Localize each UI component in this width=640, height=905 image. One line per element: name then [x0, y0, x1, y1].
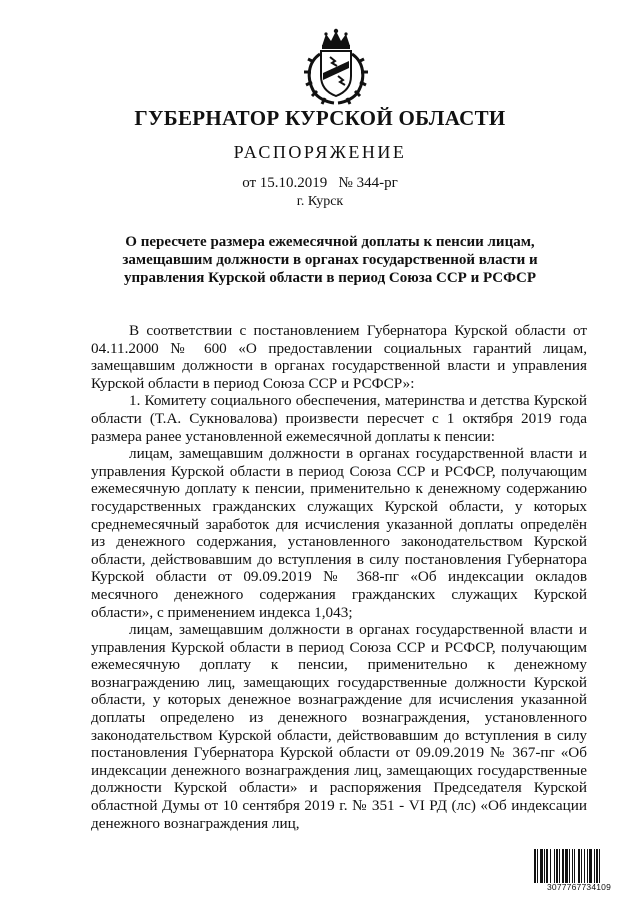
issuer-title: ГУБЕРНАТОР КУРСКОЙ ОБЛАСТИ — [134, 106, 506, 130]
barcode-bars-icon — [534, 849, 624, 883]
body-paragraph: лицам, замещавшим должности в органах государственной власти и управления Курской области в период Союза ССР и РСФСР, получающим ежемесячную доплату к пенсии, применительно к денежному содержанию государственных гражданских служащих Курской области, у которых среднемесячный заработок для исчисления указанной доплаты определён из денежного содержания, установленного законодательством Курской области, действовавшим до вступления в силу постановления Губернатора Курской области от 09.09.2019 № 368-пг «Об индексации окладов месячного денежного содержания гражданских служащих Курской области», с применением индекса 1,043; — [91, 445, 587, 621]
document-city: г. Курск — [296, 194, 344, 209]
coat-of-arms-icon — [300, 28, 372, 106]
document-date-number: от 15.10.2019 № 344-рг — [242, 175, 398, 191]
barcode — [534, 849, 624, 893]
document-subject: О пересчете размера ежемесячной доплаты к пенсии лицам, замещавшим должности в органах государственной власти и управления Курской области в период Союза ССР и РСФСР — [122, 234, 538, 286]
body-paragraph: 1. Комитету социального обеспечения, материнства и детства Курской области (Т.А. Сукновалова) произвести пересчет с 1 октября 2019 года размера ранее установленной ежемесячной доплаты к пенсии: — [91, 392, 587, 445]
body-paragraph: лицам, замещавшим должности в органах государственной власти и управления Курской области в период Союза ССР и РСФСР, получающим ежемесячную доплату к пенсии, применительно к денежному вознаграждению лиц, замещающих государственные должности Курской области, у которых денежное вознаграждение для исчисления указанной доплаты определено из денежного вознаграждения, установленного законодательством Курской области, действовавшим до вступления в силу постановления Губернатора Курской области от 09.09.2019 № 367-пг «Об индексации денежного вознаграждения лиц, замещающих государственные должности Курской области» и распоряжения Председателя Курской областной Думы от 10 сентября 2019 г. № 351 - VI РД (лс) «Об индексации денежного вознаграждения лиц, — [91, 621, 587, 832]
barcode-number: 3077767734109 — [546, 882, 612, 892]
document-type: РАСПОРЯЖЕНИЕ — [233, 142, 407, 162]
body-paragraph: В соответствии с постановлением Губернатора Курской области от 04.11.2000 № 600 «О предоставлении социальных гарантий лицам, замещавшим должности в органах государственной власти и управления Курской области в период Союза ССР и РСФСР»: — [91, 322, 587, 392]
document-body — [91, 322, 587, 832]
